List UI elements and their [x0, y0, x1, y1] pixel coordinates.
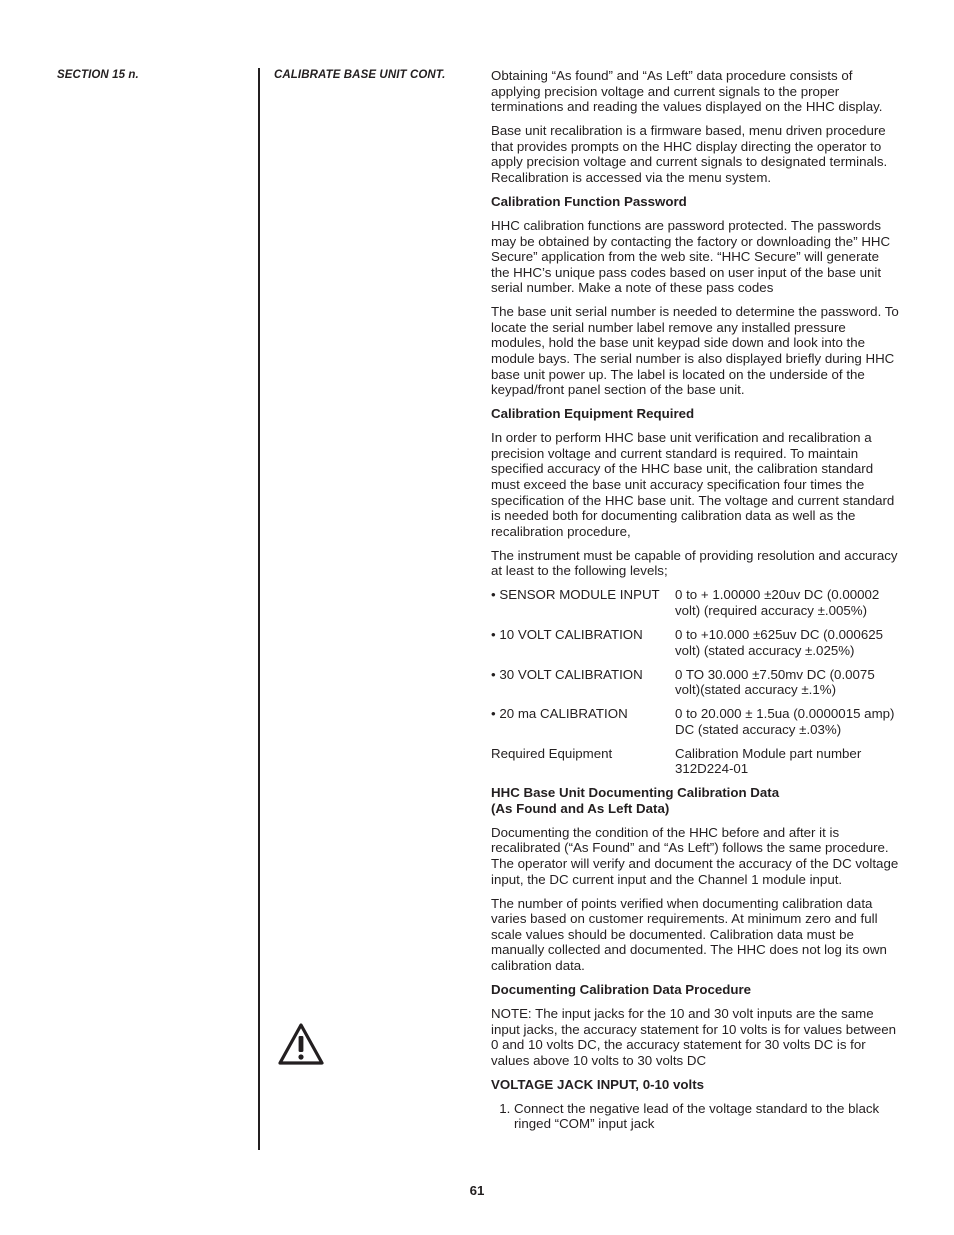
note-paragraph: NOTE: The input jacks for the 10 and 30 volt inputs are the same input jacks, the accuracy statement for 10 volts is for values between 0 and 10 volts DC, the accuracy statement for 30 volts DC is for values above 10 volts to 30 volts DC [491, 1005, 897, 1068]
vertical-divider [258, 68, 260, 1150]
heading-voltage-jack: VOLTAGE JACK INPUT, 0-10 volts [491, 1076, 705, 1092]
paragraph: Obtaining “As found” and “As Left” data procedure consists of applying precision voltage and current signals to the proper terminations and reading the values displayed on the HHC display. [491, 68, 883, 115]
paragraph: The base unit serial number is needed to determine the password. To locate the serial number label remove any installed pressure modules, hold the base unit keypad side down and look into the module bays. The serial number is also displayed briefly during HHC base unit power up. The label is located on the underside of the keypad/front panel section of the base unit. [491, 304, 899, 398]
spec-label: • 30 VOLT CALIBRATION [491, 666, 643, 682]
spec-label: • 10 VOLT CALIBRATION [491, 626, 643, 642]
spec-value: 0 to + 1.00000 ±20uv DC (0.00002 volt) (required accuracy ±.005%) [675, 587, 880, 618]
spec-row [491, 587, 901, 618]
spec-value: 0 to 20.000 ± 1.5ua (0.0000015 amp) DC (stated accuracy ±.03%) [675, 706, 895, 737]
spec-value: 0 TO 30.000 ±7.50mv DC (0.0075 volt)(stated accuracy ±.1%) [675, 666, 875, 698]
spec-row [491, 746, 901, 777]
heading-line: HHC Base Unit Documenting Calibration Data [491, 785, 780, 801]
paragraph: The instrument must be capable of providing resolution and accuracy at least to the following levels; [491, 547, 898, 579]
page-number: 61 [469, 1183, 485, 1198]
step-text: Connect the negative lead of the voltage standard to the black ringed “COM” input jack [514, 1100, 880, 1132]
spec-label: • SENSOR MODULE INPUT [491, 587, 660, 603]
spec-value: Calibration Module part number 312D224-01 [675, 745, 862, 777]
step-number [491, 1101, 514, 1132]
paragraph: Base unit recalibration is a firmware based, menu driven procedure that provides prompts on the HHC display directing the operator to apply precision voltage and current signals to designated terminals. Recalibration is accessed via the menu system. [491, 123, 888, 185]
main-content [491, 68, 901, 1132]
heading-documenting-data [491, 785, 901, 816]
spec-label: • 20 ma CALIBRATION [491, 706, 628, 722]
warning-triangle-icon [277, 1022, 325, 1066]
subsection-label: CALIBRATE BASE UNIT CONT. [274, 69, 446, 81]
paragraph: In order to perform HHC base unit verification and recalibration a precision voltage and current standard is required. To maintain specified accuracy of the HHC base unit, the calibration standard must exceed the base unit accuracy specification four times the specification of the HHC base unit. The voltage and current standard is needed both for documenting calibration data as well as the recalibration procedure, [491, 430, 895, 539]
paragraph: HHC calibration functions are password protected. The passwords may be obtained by contacting the factory or downloading the” HHC Secure” application from the web site. “HHC Secure” will generate the HHC’s unique pass codes based on user input of the base unit serial number. Make a note of these pass codes [491, 217, 891, 296]
heading-line: (As Found and As Left Data) [491, 800, 670, 816]
paragraph: The number of points verified when documenting calibration data varies based on customer requirements. At minimum zero and full scale values should be documented. Calibration data must be manually collected and documented. The HHC does not log its own calibration data. [491, 895, 887, 973]
heading-equipment-required: Calibration Equipment Required [491, 406, 695, 422]
spec-row [491, 627, 901, 658]
list-item [491, 1101, 901, 1132]
heading-procedure: Documenting Calibration Data Procedure [491, 981, 752, 997]
heading-calibration-password: Calibration Function Password [491, 193, 687, 209]
spec-value: 0 to +10.000 ±625uv DC (0.000625 volt) (stated accuracy ±.025%) [675, 626, 884, 658]
section-label: SECTION 15 n. [57, 69, 139, 81]
spec-label: Required Equipment [491, 745, 613, 761]
step-number-text: 1. [499, 1100, 511, 1116]
spec-row [491, 667, 901, 698]
paragraph: Documenting the condition of the HHC before and after it is recalibrated (“As Found” and “As Left”) follows the same procedure. The operator will verify and document the accuracy of the DC voltage input, the DC current input and the Channel 1 module input. [491, 824, 899, 887]
spec-row [491, 706, 901, 737]
